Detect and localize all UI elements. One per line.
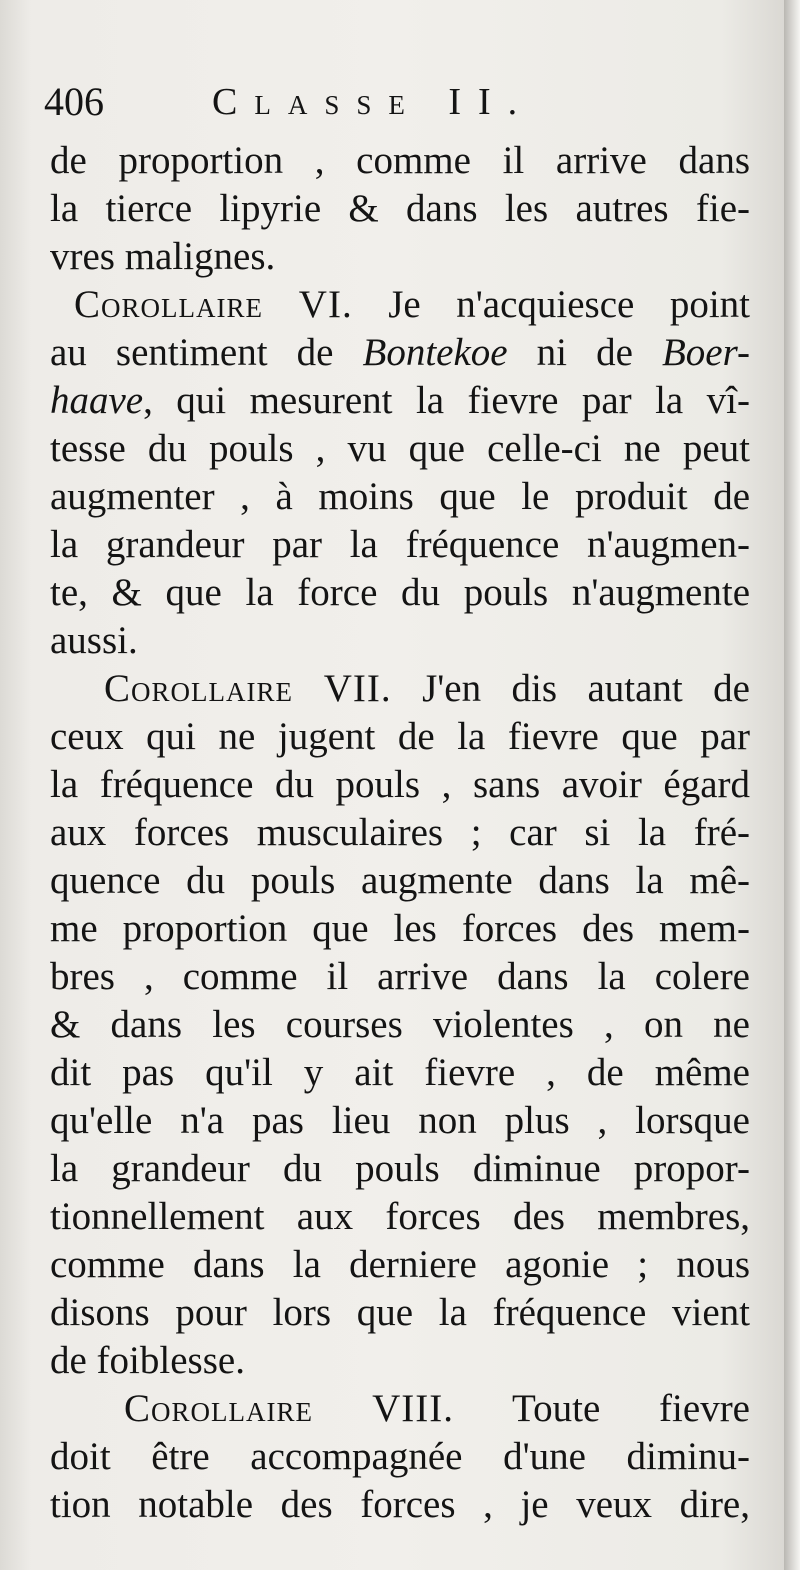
author-boerhaave-part2: haave [50,379,144,422]
text-line-6-rest: , qui mesurent la fievre par la vî- [143,379,750,422]
text-line-6 [50,378,750,424]
corollary-6-heading: Corollaire VI. [74,283,353,326]
corollary-8-line [124,1386,750,1432]
text-line-15: aux forces musculaires ; car si la fré- [50,811,750,854]
text-line-8: augmenter , à moins que le produit de [50,475,750,518]
corollary-6-line [74,282,750,328]
text-line-10: te, & que la force du pouls n'augmente [50,571,750,614]
text-line-25: disons pour lors que la fréquence vient [50,1291,750,1334]
text-line-11: aussi. [50,619,138,662]
text-line-3: vres malignes. [50,235,276,278]
text-line-2: la tierce lipyrie & dans les autres fie- [50,187,750,230]
text-line-5 [50,330,750,376]
corollary-7-line [104,666,750,712]
text-line-5-a: au sentiment de [50,331,334,374]
text-line-14: la fréquence du pouls , sans avoir égard [50,763,750,806]
text-line-12: J'en dis autant de [422,667,750,710]
page-header [44,78,744,126]
text-line-7: tesse du pouls , vu que celle-ci ne peut [50,427,750,470]
corollary-7-heading: Corollaire VII. [104,667,392,710]
text-line-24: comme dans la derniere agonie ; nous [50,1243,750,1286]
corollary-8-heading: Corollaire VIII. [124,1387,454,1430]
text-line-20: dit pas qu'il y ait fievre , de même [50,1051,750,1094]
text-line-27: Toute fievre [512,1387,750,1430]
text-line-19: & dans les courses violentes , on ne [50,1003,750,1046]
text-line-18: bres , comme il arrive dans la colere [50,955,750,998]
text-line-13: ceux qui ne jugent de la fievre que par [50,715,750,758]
running-head: Classe II. [212,81,535,123]
page-number: 406 [44,79,104,124]
author-boerhaave-part1: Boer- [661,331,750,374]
text-line-26: de foiblesse. [50,1339,245,1382]
page-edge-shadow [784,0,800,1570]
text-line-9: la grandeur par la fréquence n'augmen- [50,523,750,566]
text-line-22: la grandeur du pouls diminue propor- [50,1147,750,1190]
text-line-17: me proportion que les forces des mem- [50,907,750,950]
text-line-4: Je n'acquiesce point [388,283,750,326]
author-bontekoe: Bontekoe [362,331,508,374]
text-line-5-b: ni de [536,331,633,374]
text-line-23: tionnellement aux forces des membres, [50,1195,750,1238]
text-line-21: qu'elle n'a pas lieu non plus , lorsque [50,1099,750,1142]
text-line-16: quence du pouls augmente dans la mê- [50,859,750,902]
text-line-29: tion notable des forces , je veux dire, [50,1483,750,1526]
text-line-28: doit être accompagnée d'une diminu- [50,1435,750,1478]
text-line-1: de proportion , comme il arrive dans [50,139,750,182]
